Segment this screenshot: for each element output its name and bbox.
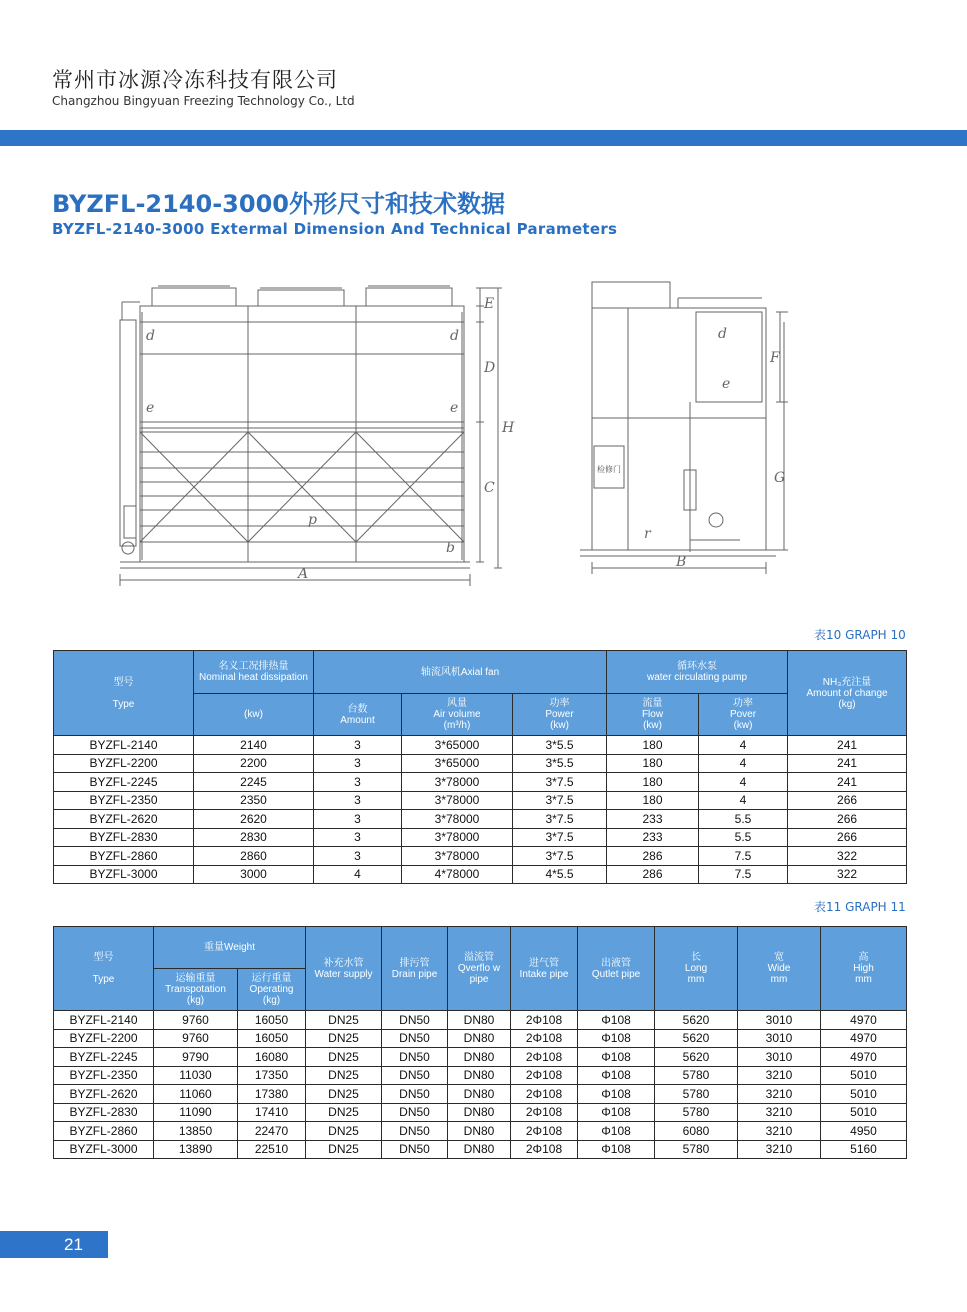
- table-cell: 4950: [821, 1122, 907, 1141]
- th-fan-air: 风量 Air volume (m³/h): [402, 694, 513, 736]
- th-nh3: NH₃充注量 Amount of change (kg): [788, 651, 907, 736]
- table-cell: DN50: [382, 1029, 448, 1048]
- table-cell: 7.5: [699, 865, 788, 884]
- table-cell: 3*5.5: [513, 754, 607, 773]
- table-cell: 2Φ108: [511, 1140, 578, 1159]
- table-cell: 4970: [821, 1029, 907, 1048]
- label-b: b: [446, 540, 455, 556]
- table-cell: 4: [314, 865, 402, 884]
- table-cell: 2200: [194, 754, 314, 773]
- table-cell: 16080: [238, 1048, 306, 1067]
- table-cell: 3*7.5: [513, 791, 607, 810]
- table11-body: [54, 1011, 907, 1159]
- table-row: [54, 773, 907, 792]
- table-cell: 11030: [154, 1066, 238, 1085]
- table-cell: BYZFL-2245: [54, 773, 194, 792]
- table-cell: Φ108: [578, 1011, 655, 1030]
- th2-transport: 运输重量 Transpotation (kg): [154, 969, 238, 1011]
- table-cell: 3*78000: [402, 810, 513, 829]
- table-cell: 4970: [821, 1011, 907, 1030]
- label-e-front-right: e: [450, 400, 459, 416]
- graph11-label: 表11 GRAPH 11: [814, 900, 906, 914]
- th2-weight: 重量Weight: [154, 927, 306, 969]
- table-cell: 17410: [238, 1103, 306, 1122]
- table-cell: 2Φ108: [511, 1085, 578, 1104]
- table-cell: 3210: [738, 1085, 821, 1104]
- table-row: [54, 828, 907, 847]
- th-type: 型号 Type: [54, 651, 194, 736]
- table-cell: 3*7.5: [513, 773, 607, 792]
- th2-intake: 进气管 Intake pipe: [511, 927, 578, 1011]
- table-row: [54, 1122, 907, 1141]
- th-fan: 轴流风机Axial fan: [314, 651, 607, 694]
- table-cell: 13890: [154, 1140, 238, 1159]
- table-cell: 180: [607, 736, 699, 755]
- table-cell: 241: [788, 736, 907, 755]
- table-row: [54, 1011, 907, 1030]
- table-cell: 3: [314, 754, 402, 773]
- label-r: r: [644, 526, 651, 542]
- table-cell: Φ108: [578, 1140, 655, 1159]
- table-row: [54, 847, 907, 866]
- table-cell: 3: [314, 736, 402, 755]
- table-cell: 22470: [238, 1122, 306, 1141]
- table-cell: DN50: [382, 1122, 448, 1141]
- table-cell: 266: [788, 791, 907, 810]
- table-cell: 13850: [154, 1122, 238, 1141]
- technical-parameters-table: [53, 650, 907, 884]
- th2-operating: 运行重量 Operating (kg): [238, 969, 306, 1011]
- table-cell: 2Φ108: [511, 1011, 578, 1030]
- table-cell: DN80: [448, 1011, 511, 1030]
- table-cell: DN50: [382, 1066, 448, 1085]
- table-cell: 4: [699, 791, 788, 810]
- table-cell: BYZFL-2830: [54, 828, 194, 847]
- label-d-front-right: d: [450, 328, 459, 344]
- th-pump-power: 功率 Pover (kw): [699, 694, 788, 736]
- table-cell: 3010: [738, 1029, 821, 1048]
- table-cell: 11090: [154, 1103, 238, 1122]
- table-row: [54, 1029, 907, 1048]
- th2-long: 长 Long mm: [655, 927, 738, 1011]
- table-cell: 322: [788, 865, 907, 884]
- company-name-cn: 常州市冰源冷冻科技有限公司: [52, 68, 338, 92]
- table-cell: 2140: [194, 736, 314, 755]
- table-cell: 3*78000: [402, 828, 513, 847]
- table-cell: 3*65000: [402, 736, 513, 755]
- table-cell: 4: [699, 773, 788, 792]
- table-cell: 5160: [821, 1140, 907, 1159]
- table-cell: 4: [699, 736, 788, 755]
- table-cell: DN80: [448, 1066, 511, 1085]
- section-title-cn: BYZFL-2140-3000外形尺寸和技术数据: [52, 190, 505, 218]
- table-cell: DN25: [306, 1122, 382, 1141]
- label-H: H: [502, 420, 515, 436]
- table-cell: DN80: [448, 1140, 511, 1159]
- th2-drain: 排污管 Drain pipe: [382, 927, 448, 1011]
- label-D: D: [484, 360, 496, 376]
- label-C: C: [484, 480, 495, 496]
- table-cell: 17350: [238, 1066, 306, 1085]
- table-cell: 5620: [655, 1048, 738, 1067]
- label-F: F: [770, 350, 780, 366]
- table-cell: 5780: [655, 1085, 738, 1104]
- table-cell: 7.5: [699, 847, 788, 866]
- table-cell: BYZFL-3000: [54, 865, 194, 884]
- table-cell: 2Φ108: [511, 1048, 578, 1067]
- table-row: [54, 736, 907, 755]
- table-cell: DN25: [306, 1103, 382, 1122]
- table-cell: 3*5.5: [513, 736, 607, 755]
- table-cell: 3210: [738, 1066, 821, 1085]
- header-band: [0, 130, 967, 146]
- weights-pipes-table: [53, 926, 907, 1159]
- table-row: [54, 865, 907, 884]
- th2-overflow: 溢流管 Qverflo w pipe: [448, 927, 511, 1011]
- th2-water: 补充水管 Water supply: [306, 927, 382, 1011]
- table-cell: 180: [607, 791, 699, 810]
- table-cell: 241: [788, 754, 907, 773]
- table-cell: Φ108: [578, 1029, 655, 1048]
- table-cell: 2620: [194, 810, 314, 829]
- table-cell: 241: [788, 773, 907, 792]
- table-cell: DN80: [448, 1122, 511, 1141]
- label-A: A: [298, 566, 309, 582]
- table-cell: 5780: [655, 1066, 738, 1085]
- table-cell: 3210: [738, 1103, 821, 1122]
- table-cell: 3010: [738, 1011, 821, 1030]
- table-cell: BYZFL-2200: [54, 1029, 154, 1048]
- table-row: [54, 810, 907, 829]
- table-cell: DN50: [382, 1103, 448, 1122]
- table-row: [54, 791, 907, 810]
- table-cell: 3010: [738, 1048, 821, 1067]
- table-cell: 2Φ108: [511, 1029, 578, 1048]
- table-cell: 322: [788, 847, 907, 866]
- table-cell: BYZFL-2620: [54, 810, 194, 829]
- label-p: p: [308, 512, 317, 528]
- table-cell: 3210: [738, 1140, 821, 1159]
- th2-high: 高 High mm: [821, 927, 907, 1011]
- table-cell: 5010: [821, 1085, 907, 1104]
- table-cell: 16050: [238, 1011, 306, 1030]
- label-e-front: e: [146, 400, 155, 416]
- label-e-side: e: [722, 376, 731, 392]
- table-cell: 233: [607, 828, 699, 847]
- table-cell: DN25: [306, 1085, 382, 1104]
- table-cell: 3: [314, 810, 402, 829]
- table-cell: BYZFL-2350: [54, 791, 194, 810]
- table-cell: 9760: [154, 1029, 238, 1048]
- table-row: [54, 1103, 907, 1122]
- table-cell: 5.5: [699, 810, 788, 829]
- table-cell: 266: [788, 828, 907, 847]
- table-cell: Φ108: [578, 1103, 655, 1122]
- table-cell: 2Φ108: [511, 1103, 578, 1122]
- table-cell: 3*7.5: [513, 810, 607, 829]
- table-cell: 9760: [154, 1011, 238, 1030]
- table-cell: BYZFL-2245: [54, 1048, 154, 1067]
- label-d-side: d: [718, 326, 727, 342]
- table-cell: 5.5: [699, 828, 788, 847]
- table-cell: 6080: [655, 1122, 738, 1141]
- table-cell: 286: [607, 847, 699, 866]
- table-cell: 5010: [821, 1103, 907, 1122]
- table-cell: DN80: [448, 1029, 511, 1048]
- th-fan-amount: 台数 Amount: [314, 694, 402, 736]
- table-cell: 2245: [194, 773, 314, 792]
- side-view: [580, 282, 788, 574]
- table-cell: 2Φ108: [511, 1066, 578, 1085]
- table10-body: [54, 736, 907, 884]
- table-cell: 3: [314, 773, 402, 792]
- table-cell: BYZFL-3000: [54, 1140, 154, 1159]
- label-E: E: [484, 296, 495, 312]
- table-cell: 3*7.5: [513, 828, 607, 847]
- table-cell: 2830: [194, 828, 314, 847]
- table-cell: BYZFL-2860: [54, 847, 194, 866]
- front-view: [120, 286, 502, 586]
- table-cell: DN50: [382, 1011, 448, 1030]
- table-cell: Φ108: [578, 1085, 655, 1104]
- table-cell: 17380: [238, 1085, 306, 1104]
- table-cell: DN50: [382, 1140, 448, 1159]
- table-cell: 5620: [655, 1029, 738, 1048]
- table-row: [54, 1085, 907, 1104]
- label-B: B: [676, 554, 687, 570]
- table-cell: 4*78000: [402, 865, 513, 884]
- table-cell: DN80: [448, 1085, 511, 1104]
- table-cell: 2Φ108: [511, 1122, 578, 1141]
- table-cell: BYZFL-2140: [54, 1011, 154, 1030]
- table-cell: 16050: [238, 1029, 306, 1048]
- table-cell: DN80: [448, 1048, 511, 1067]
- table-cell: DN80: [448, 1103, 511, 1122]
- table-cell: 3*65000: [402, 754, 513, 773]
- table-cell: Φ108: [578, 1048, 655, 1067]
- graph10-label: 表10 GRAPH 10: [814, 628, 906, 642]
- section-title-en: BYZFL-2140-3000 Extermal Dimension And Technical Parameters: [52, 220, 618, 238]
- th-pump: 循环水泵 water circulating pump: [607, 651, 788, 694]
- table-cell: 266: [788, 810, 907, 829]
- table-cell: 3: [314, 828, 402, 847]
- table-cell: BYZFL-2620: [54, 1085, 154, 1104]
- table-cell: 180: [607, 754, 699, 773]
- table-cell: 286: [607, 865, 699, 884]
- table-cell: 9790: [154, 1048, 238, 1067]
- table-cell: 3*7.5: [513, 847, 607, 866]
- table-cell: DN25: [306, 1011, 382, 1030]
- label-G: G: [774, 470, 786, 486]
- table-cell: 11060: [154, 1085, 238, 1104]
- table-row: [54, 1048, 907, 1067]
- table-cell: DN25: [306, 1140, 382, 1159]
- table-cell: BYZFL-2140: [54, 736, 194, 755]
- table-cell: 3210: [738, 1122, 821, 1141]
- table-cell: Φ108: [578, 1066, 655, 1085]
- table-cell: 5010: [821, 1066, 907, 1085]
- dimension-drawing: [100, 272, 800, 592]
- table-cell: 4: [699, 754, 788, 773]
- table-cell: 233: [607, 810, 699, 829]
- table-cell: 3*78000: [402, 791, 513, 810]
- table-cell: 5780: [655, 1103, 738, 1122]
- th2-outlet: 出液管 Qutlet pipe: [578, 927, 655, 1011]
- table-row: [54, 1066, 907, 1085]
- table-cell: 3000: [194, 865, 314, 884]
- label-door: 检修门: [597, 465, 621, 474]
- table-cell: Φ108: [578, 1122, 655, 1141]
- table-cell: BYZFL-2200: [54, 754, 194, 773]
- table-row: [54, 1140, 907, 1159]
- table-cell: 5780: [655, 1140, 738, 1159]
- table-cell: 2350: [194, 791, 314, 810]
- th-pump-flow: 流量 Flow (kw): [607, 694, 699, 736]
- table-cell: DN25: [306, 1048, 382, 1067]
- table-cell: 4*5.5: [513, 865, 607, 884]
- table-cell: 2860: [194, 847, 314, 866]
- table-cell: BYZFL-2860: [54, 1122, 154, 1141]
- table-cell: DN50: [382, 1085, 448, 1104]
- table-cell: DN50: [382, 1048, 448, 1067]
- table-cell: 3: [314, 847, 402, 866]
- table-cell: DN25: [306, 1029, 382, 1048]
- table-cell: 3: [314, 791, 402, 810]
- th-heat-unit: (kw): [194, 694, 314, 736]
- table-cell: 180: [607, 773, 699, 792]
- table-cell: 3*78000: [402, 773, 513, 792]
- table-cell: 4970: [821, 1048, 907, 1067]
- table-cell: BYZFL-2350: [54, 1066, 154, 1085]
- table-cell: 3*78000: [402, 847, 513, 866]
- th2-wide: 宽 Wide mm: [738, 927, 821, 1011]
- table-cell: 5620: [655, 1011, 738, 1030]
- table-cell: 22510: [238, 1140, 306, 1159]
- company-name-en: Changzhou Bingyuan Freezing Technology Co., Ltd: [52, 94, 355, 108]
- table-cell: DN25: [306, 1066, 382, 1085]
- table-cell: BYZFL-2830: [54, 1103, 154, 1122]
- th-fan-power: 功率 Power (kw): [513, 694, 607, 736]
- th-heat: 名义工况排热量 Nominal heat dissipation: [194, 651, 314, 694]
- page-number: 21: [0, 1231, 108, 1258]
- th2-type: 型号 Type: [54, 927, 154, 1011]
- label-d-front: d: [146, 328, 155, 344]
- table-row: [54, 754, 907, 773]
